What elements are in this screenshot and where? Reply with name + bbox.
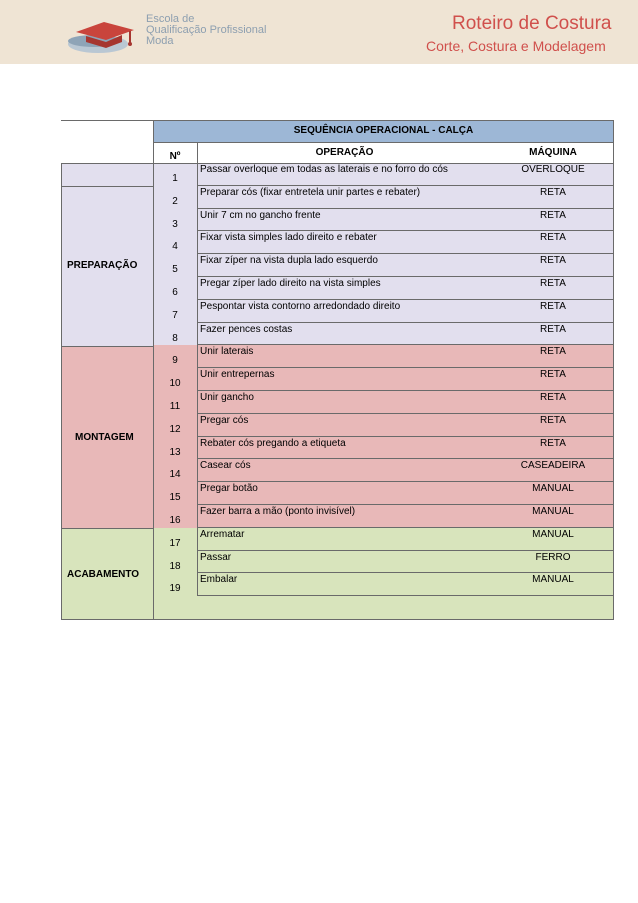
- row-machine: MANUAL: [532, 528, 574, 540]
- row-number: 19: [169, 583, 181, 595]
- row-number: 3: [172, 218, 178, 230]
- row-machine: RETA: [540, 323, 566, 335]
- row-machine: RETA: [540, 414, 566, 426]
- row-divider: [197, 504, 614, 505]
- row-divider: [197, 299, 614, 300]
- row-divider: [197, 481, 614, 482]
- row-machine: RETA: [540, 186, 566, 198]
- row-machine: OVERLOQUE: [521, 164, 585, 175]
- document-subtitle: Corte, Costura e Modelagem: [426, 38, 606, 54]
- grid-line: [61, 186, 153, 187]
- row-divider: [197, 413, 614, 414]
- row-machine: RETA: [540, 392, 566, 403]
- grid-line: [61, 346, 153, 347]
- row-divider: [197, 436, 614, 437]
- row-machine: RETA: [540, 209, 566, 221]
- row-operation: Fixar vista simples lado direito e rebater: [200, 232, 377, 244]
- row-divider: [197, 458, 614, 459]
- row-operation: Pregar botão: [200, 483, 258, 495]
- row-divider: [197, 595, 614, 596]
- school-line: Escola de: [146, 13, 195, 25]
- row-divider: [197, 390, 614, 391]
- group-label-preparacao: PREPARAÇÃO: [67, 260, 138, 271]
- row-number: 7: [172, 309, 178, 321]
- row-divider: [197, 185, 614, 186]
- col-header-number: Nº: [169, 151, 181, 162]
- group-label-montagem: MONTAGEM: [75, 432, 134, 443]
- row-operation: Embalar: [200, 574, 238, 586]
- row-number: 8: [172, 332, 178, 344]
- col-header-machine: MÁQUINA: [529, 147, 577, 158]
- row-machine: CASEADEIRA: [520, 460, 586, 472]
- grid-line: [61, 163, 614, 164]
- col-header-operation: OPERAÇÃO: [315, 147, 374, 158]
- row-number: 9: [172, 355, 178, 367]
- header-banner: [0, 0, 638, 64]
- row-number: 2: [172, 195, 178, 207]
- row-operation: Fazer pences costas: [200, 323, 293, 335]
- row-operation: Unir entrepernas: [200, 369, 275, 381]
- row-operation: Casear cós: [200, 460, 251, 472]
- grid-line: [197, 142, 198, 596]
- row-machine: MANUAL: [532, 574, 574, 586]
- row-divider: [197, 344, 614, 345]
- row-machine: RETA: [540, 300, 566, 312]
- row-machine: FERRO: [535, 551, 571, 563]
- row-number: 5: [172, 264, 178, 276]
- grid-line: [61, 120, 614, 121]
- grid-line: [61, 619, 614, 620]
- grid-line: [153, 142, 614, 143]
- row-machine: MANUAL: [532, 483, 574, 495]
- row-operation: Preparar cós (fixar entretela unir partes e rebater): [200, 186, 421, 198]
- row-machine: RETA: [540, 437, 566, 449]
- operations-table: [61, 120, 614, 620]
- row-number: 10: [169, 378, 181, 390]
- school-line: Qualificação Profissional: [146, 24, 267, 36]
- row-number: 12: [169, 423, 181, 435]
- row-number: 18: [169, 560, 181, 572]
- row-number: 15: [169, 492, 181, 504]
- row-operation: Pregar zíper lado direito na vista simples: [200, 278, 381, 289]
- row-operation: Unir 7 cm no gancho frente: [200, 209, 321, 221]
- row-number: 16: [169, 515, 181, 526]
- group-label-acabamento: ACABAMENTO: [67, 569, 140, 580]
- table-title: SEQUÊNCIA OPERACIONAL - CALÇA: [293, 125, 474, 136]
- row-operation: Fazer barra a mão (ponto invisível): [200, 506, 356, 517]
- row-divider: [197, 550, 614, 551]
- row-operation: Passar overloque em todas as laterais e no forro do cós: [200, 164, 448, 175]
- row-operation: Passar: [200, 551, 232, 563]
- row-machine: MANUAL: [532, 506, 574, 517]
- row-divider: [197, 208, 614, 209]
- row-operation: Unir gancho: [200, 392, 254, 403]
- row-divider: [197, 322, 614, 323]
- row-number: 4: [172, 241, 178, 253]
- row-number: 13: [169, 446, 181, 458]
- row-machine: RETA: [540, 278, 566, 289]
- row-number: 1: [172, 173, 178, 184]
- row-divider: [197, 276, 614, 277]
- row-operation: Unir laterais: [200, 346, 254, 358]
- grid-line: [61, 528, 153, 529]
- row-operation: Pespontar vista contorno arredondado direito: [200, 300, 401, 312]
- row-number: 11: [169, 401, 181, 412]
- row-machine: RETA: [540, 255, 566, 267]
- row-machine: RETA: [540, 232, 566, 244]
- row-divider: [197, 367, 614, 368]
- row-divider: [197, 253, 614, 254]
- school-line: Moda: [146, 35, 174, 47]
- row-machine: RETA: [540, 369, 566, 381]
- row-number: 17: [169, 537, 181, 549]
- row-number: 14: [169, 469, 181, 481]
- school-logo-icon: [64, 16, 140, 56]
- school-name: [146, 14, 286, 47]
- row-operation: Rebater cós pregando a etiqueta: [200, 437, 346, 449]
- row-operation: Pregar cós: [200, 414, 249, 426]
- grid-line: [61, 163, 62, 620]
- row-operation: Fixar zíper na vista dupla lado esquerdo: [200, 255, 378, 267]
- grid-line: [613, 120, 614, 620]
- row-operation: Arrematar: [200, 528, 245, 540]
- row-divider: [197, 230, 614, 231]
- table-row-empty: [153, 596, 614, 620]
- row-machine: RETA: [540, 346, 566, 358]
- grid-line: [153, 120, 154, 620]
- row-number: 6: [172, 287, 178, 298]
- row-divider: [197, 572, 614, 573]
- document-title: Roteiro de Costura: [452, 13, 612, 34]
- row-divider: [197, 527, 614, 528]
